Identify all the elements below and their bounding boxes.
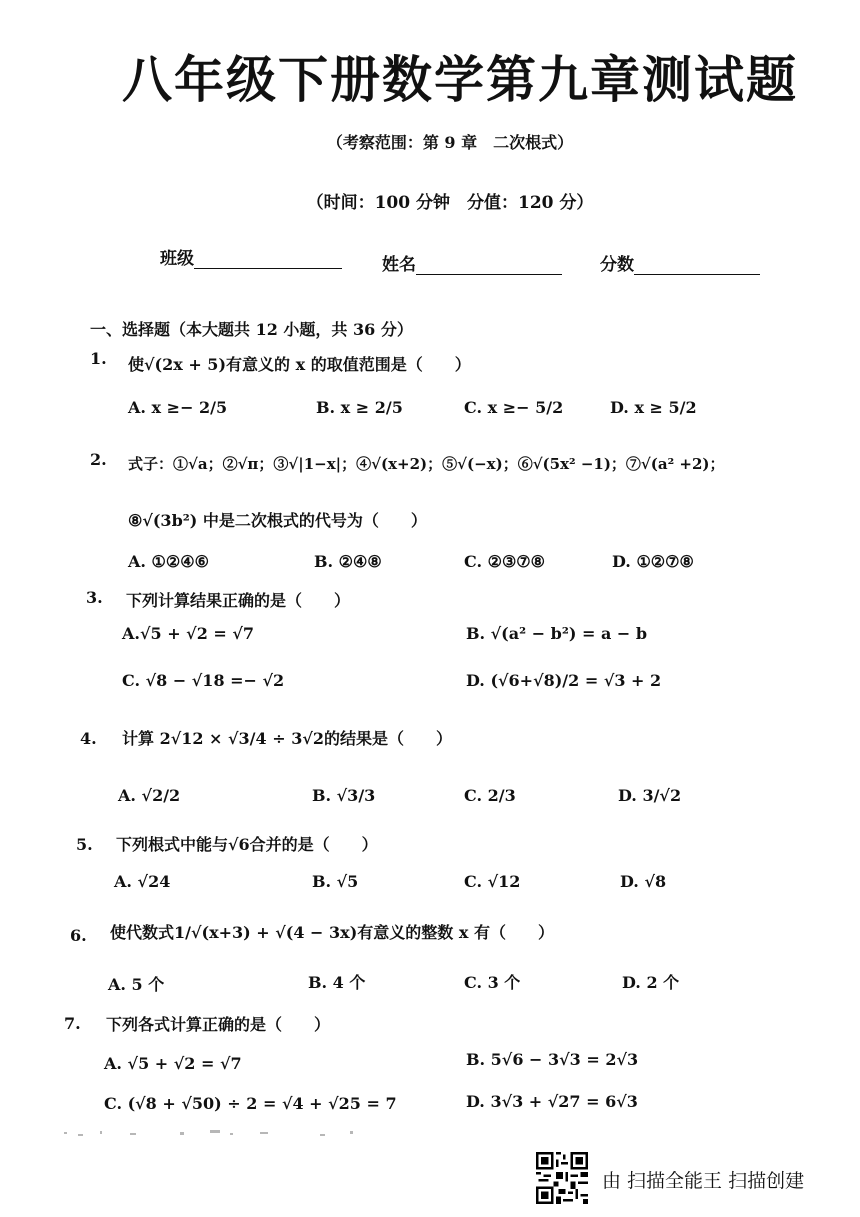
question-number: 6. xyxy=(70,926,87,945)
option-c: C. √12 xyxy=(464,872,521,891)
section-title: 一、选择题（本大题共 12 小题，共 36 分） xyxy=(90,320,413,339)
scanner-watermark xyxy=(536,1152,846,1204)
question-stem: 下列根式中能与√6合并的是（ ） xyxy=(116,835,378,854)
question-number: 5. xyxy=(76,835,93,854)
question-stem: 计算 2√12 × √3/4 ÷ 3√2的结果是（ ） xyxy=(122,729,452,748)
watermark-text: 由 扫描全能王 扫描创建 xyxy=(602,1170,805,1192)
option-c: C. (√8 + √50) ÷ 2 = √4 + √25 = 7 xyxy=(104,1094,397,1113)
class-field xyxy=(160,244,342,269)
option-a: A.√5 + √2 = √7 xyxy=(122,624,255,643)
option-a: A. √24 xyxy=(114,872,171,891)
page-title: 八年级下册数学第九章测试题 xyxy=(122,51,798,109)
question-stem: 使√(2x + 5)有意义的 x 的取值范围是（ ） xyxy=(128,355,471,374)
option-c: C. ②③⑦⑧ xyxy=(464,552,545,571)
option-b: B. √3/3 xyxy=(312,786,376,805)
question-stem: 下列计算结果正确的是（ ） xyxy=(126,591,351,610)
option-c: C. 3 个 xyxy=(464,973,521,992)
question-stem: 下列各式计算正确的是（ ） xyxy=(106,1015,331,1034)
option-b: B. x ≥ 2/5 xyxy=(316,398,403,417)
option-b: B. ②④⑧ xyxy=(314,552,382,571)
option-a: A. ①②④⑥ xyxy=(128,552,209,571)
score-label: 分数 xyxy=(600,255,634,275)
option-d: D. 3/√2 xyxy=(618,786,682,805)
name-field xyxy=(382,250,562,275)
exam-scope: （考察范围：第 9 章 二次根式） xyxy=(326,133,574,152)
question-number: 1. xyxy=(90,349,107,368)
question-number: 4. xyxy=(80,729,97,748)
option-d: D. 2 个 xyxy=(622,973,680,992)
name-blank xyxy=(416,256,562,275)
option-d: D. ①②⑦⑧ xyxy=(612,552,694,571)
option-a: A. √5 + √2 = √7 xyxy=(104,1054,242,1073)
option-c: C. √8 − √18 =− √2 xyxy=(122,671,285,690)
name-label: 姓名 xyxy=(382,255,416,275)
option-d: D. 3√3 + √27 = 6√3 xyxy=(466,1092,638,1111)
exam-meta: （时间：100 分钟 分值：120 分） xyxy=(306,193,594,213)
option-d: D. √8 xyxy=(620,872,667,891)
option-b: B. √(a² − b²) = a − b xyxy=(466,624,648,643)
option-c: C. 2/3 xyxy=(464,786,516,805)
question-stem: 式子：①√a；②√π；③√|1−x|；④√(x+2)；⑤√(−x)；⑥√(5x² −1)；⑦√(a² +2)； xyxy=(128,455,725,473)
option-a: A. 5 个 xyxy=(108,975,165,994)
option-b: B. √5 xyxy=(312,872,359,891)
question-number: 7. xyxy=(64,1014,81,1033)
option-d: D. (√6+√8)/2 = √3 + 2 xyxy=(466,671,662,690)
option-a: A. √2/2 xyxy=(118,786,181,805)
score-field xyxy=(600,250,760,275)
question-stem-continued: ⑧√(3b²) 中是二次根式的代号为（ ） xyxy=(128,511,427,530)
scan-noise xyxy=(60,1128,380,1140)
question-stem: 使代数式1/√(x+3) + √(4 − 3x)有意义的整数 x 有（ ） xyxy=(110,923,554,942)
score-blank xyxy=(634,256,760,275)
question-number: 3. xyxy=(86,588,103,607)
class-label: 班级 xyxy=(160,249,194,269)
option-a: A. x ≥− 2/5 xyxy=(128,398,228,417)
option-b: B. 5√6 − 3√3 = 2√3 xyxy=(466,1050,639,1069)
question-number: 2. xyxy=(90,450,107,469)
option-c: C. x ≥− 5/2 xyxy=(464,398,564,417)
class-blank xyxy=(194,250,342,269)
option-b: B. 4 个 xyxy=(308,973,366,992)
option-d: D. x ≥ 5/2 xyxy=(610,398,697,417)
qr-code-icon xyxy=(536,1152,588,1204)
